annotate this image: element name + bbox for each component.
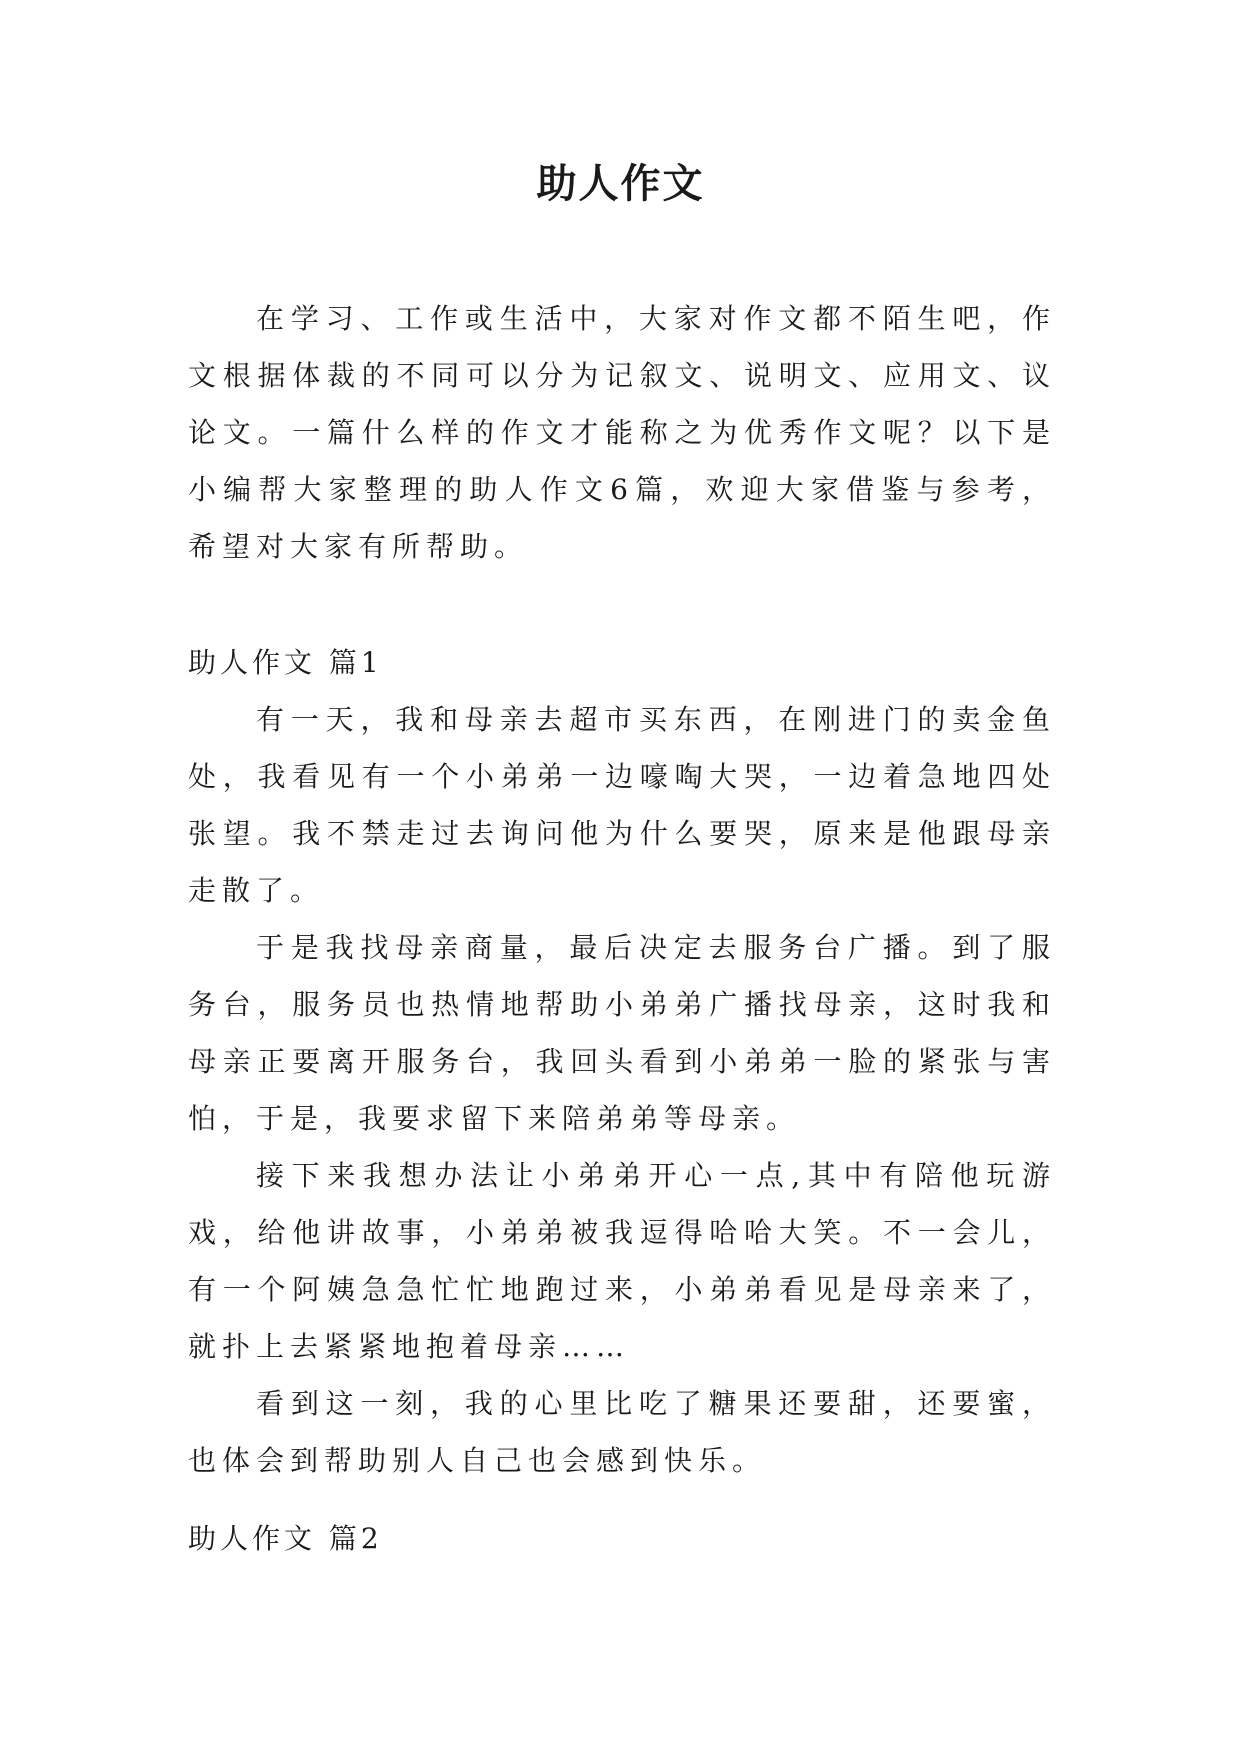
section-heading: 助人作文 篇1 xyxy=(188,646,383,679)
intro-paragraph: 在学习、工作或生活中，大家对作文都不陌生吧，作文根据体裁的不同可以分为记叙文、说明文、应用文、议论文。一篇什么样的作文才能称之为优秀作文呢？以下是小编帮大家整理的助人作文6篇，欢迎大家借鉴与参考，希望对大家有所帮助。 xyxy=(188,302,1056,563)
section-1 xyxy=(188,634,1056,1489)
document-title: 助人作文 xyxy=(536,160,705,207)
section-heading: 助人作文 篇2 xyxy=(188,1522,383,1555)
section-1-paragraph-1: 有一天，我和母亲去超市买东西，在刚进门的卖金鱼处，我看见有一个小弟弟一边嚎啕大哭，一边着急地四处张望。我不禁走过去询问他为什么要哭，原来是他跟母亲走散了。 xyxy=(188,703,1056,907)
section-1-paragraph-3: 接下来我想办法让小弟弟开心一点,其中有陪他玩游戏，给他讲故事，小弟弟被我逗得哈哈大笑。不一会儿，有一个阿姨急急忙忙地跑过来，小弟弟看见是母亲来了，就扑上去紧紧地抱着母亲…… xyxy=(188,1159,1056,1363)
section-2 xyxy=(188,1510,1056,1567)
section-1-paragraph-4: 看到这一刻，我的心里比吃了糖果还要甜，还要蜜，也体会到帮助别人自己也会感到快乐。 xyxy=(188,1387,1056,1477)
intro-block xyxy=(188,290,1056,575)
section-1-paragraph-2: 于是我找母亲商量，最后决定去服务台广播。到了服务台，服务员也热情地帮助小弟弟广播找母亲，这时我和母亲正要离开服务台，我回头看到小弟弟一脸的紧张与害怕，于是，我要求留下来陪弟弟等母亲。 xyxy=(188,931,1056,1135)
